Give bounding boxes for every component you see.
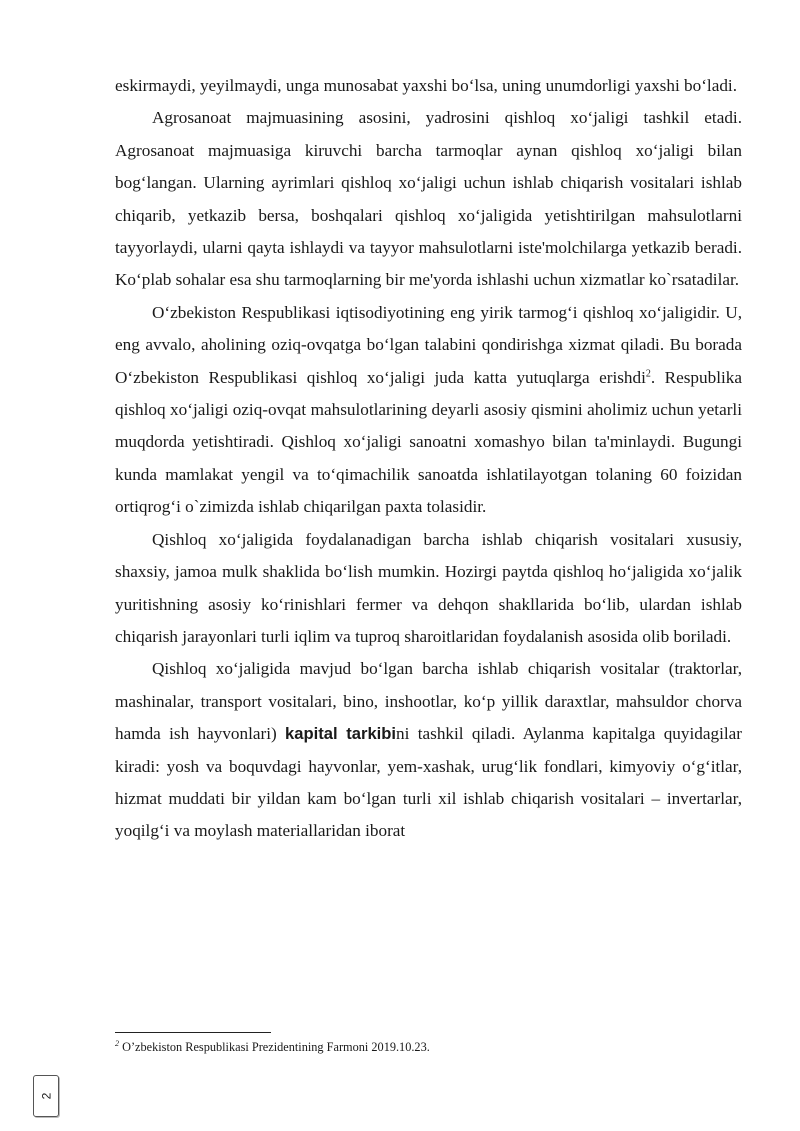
paragraph-agrosanoat: Agrosanoat majmuasining asosini, yadrosini qishloq xo‘jaligi tashkil etadi. Agrosanoat majmuasiga kiruvchi barcha tarmoqlar aynan qishloq xo‘jaligi bilan bog‘langan. Ularning ayrimlari qishloq xo‘jaligi uchun ishlab chiqarish vositalari ishlab chiqarib, yetkazib bersa, boshqalari qishloq xo‘jaligida yetishtirilgan mahsulotlarni tayyorlaydi, ularni qayta ishlaydi va tayyor mahsulotlarni iste'molchilarga yetkazib beradi. Ko‘plab sohalar esa shu tarmoqlarning bir me'yorda ishlashi uchun xizmatlar ko`rsatadilar. bbox=[115, 108, 742, 290]
footnote-reference[interactable]: 2 bbox=[645, 367, 651, 379]
footnote-marker: 2 bbox=[115, 1038, 119, 1048]
page-number: 2 bbox=[39, 1092, 53, 1100]
paragraph-economy-part1: O‘zbekiston Respublikasi iqtisodiyotining eng yirik tarmog‘i qishloq xo‘jaligidir. U, eng avvalo, aholining oziq-ovqatga bo‘lgan talabini qondirishga xizmat qiladi. Bu borada O‘zbekiston Respublikasi qishloq xo‘jaligi juda katta yutuqlarga erishdi bbox=[115, 302, 742, 387]
paragraph-capital-part1: Qishloq xo‘jaligida mavjud bo‘lgan barcha ishlab chiqarish vositalar (traktorlar, mashinalar, transport vositalari, bino, inshootlar, ko‘p yillik daraxtlar, mahsuldor chorva hamda ish hayvonlari) bbox=[115, 659, 742, 744]
paragraph-capital-part2: ni tashkil qiladi. Aylanma kapitalga quyidagilar kiradi: yosh va boquvdagi hayvonlar, yem-xashak, urug‘lik fondlari, kimyoviy o‘g‘itlar, hizmat muddati bir yildan kam bo‘lgan turli xil ishlab chiqarish vositalari – invertarlar, yoqilg‘i va moylash materiallaridan iborat bbox=[115, 724, 742, 841]
paragraph-continuation: eskirmaydi, yeyilmaydi, unga munosabat yaxshi bo‘lsa, uning unumdorligi yaxshi bo‘ladi. bbox=[115, 76, 737, 95]
page-body bbox=[115, 70, 742, 848]
paragraph-ownership: Qishloq xo‘jaligida foydalanadigan barcha ishlab chiqarish vositalari xususiy, shaxsiy, jamoa mulk shaklida bo‘lish mumkin. Hozirgi paytda qishloq ho‘jaligida xo‘jalik yuritishning asosiy ko‘rinishlari fermer va dehqon shakllarida bo‘lib, ulardan ishlab chiqarish jarayonlari turli iqlim va tuproq sharoitlaridan foydalanish asosida olib boriladi. bbox=[115, 529, 742, 646]
bold-term-kapital-tarkibi: kapital tarkibi bbox=[285, 724, 397, 744]
footnote bbox=[115, 1039, 742, 1055]
footnote-text: O’zbekiston Respublikasi Prezidentining Farmoni 2019.10.23. bbox=[119, 1040, 430, 1054]
paragraph-economy bbox=[115, 297, 742, 524]
footnote-divider bbox=[115, 1032, 271, 1033]
page-number-box bbox=[33, 1075, 59, 1117]
paragraph-capital bbox=[115, 653, 742, 847]
paragraph-economy-part2: . Respublika qishloq xo‘jaligi oziq-ovqat mahsulotlarining deyarli asosiy qismini aholimiz uchun yetarli muqdorda yetishtiradi. Qishloq xo‘jaligi sanoatni xomashyo bilan ta'minlaydi. Bugungi kunda mamlakat yengil va to‘qimachilik sanoatda ishlatilayotgan tolaning 60 foizidan ortiqrog‘i o`zimizda ishlab chiqarilgan paxta tolasidir. bbox=[115, 367, 742, 517]
